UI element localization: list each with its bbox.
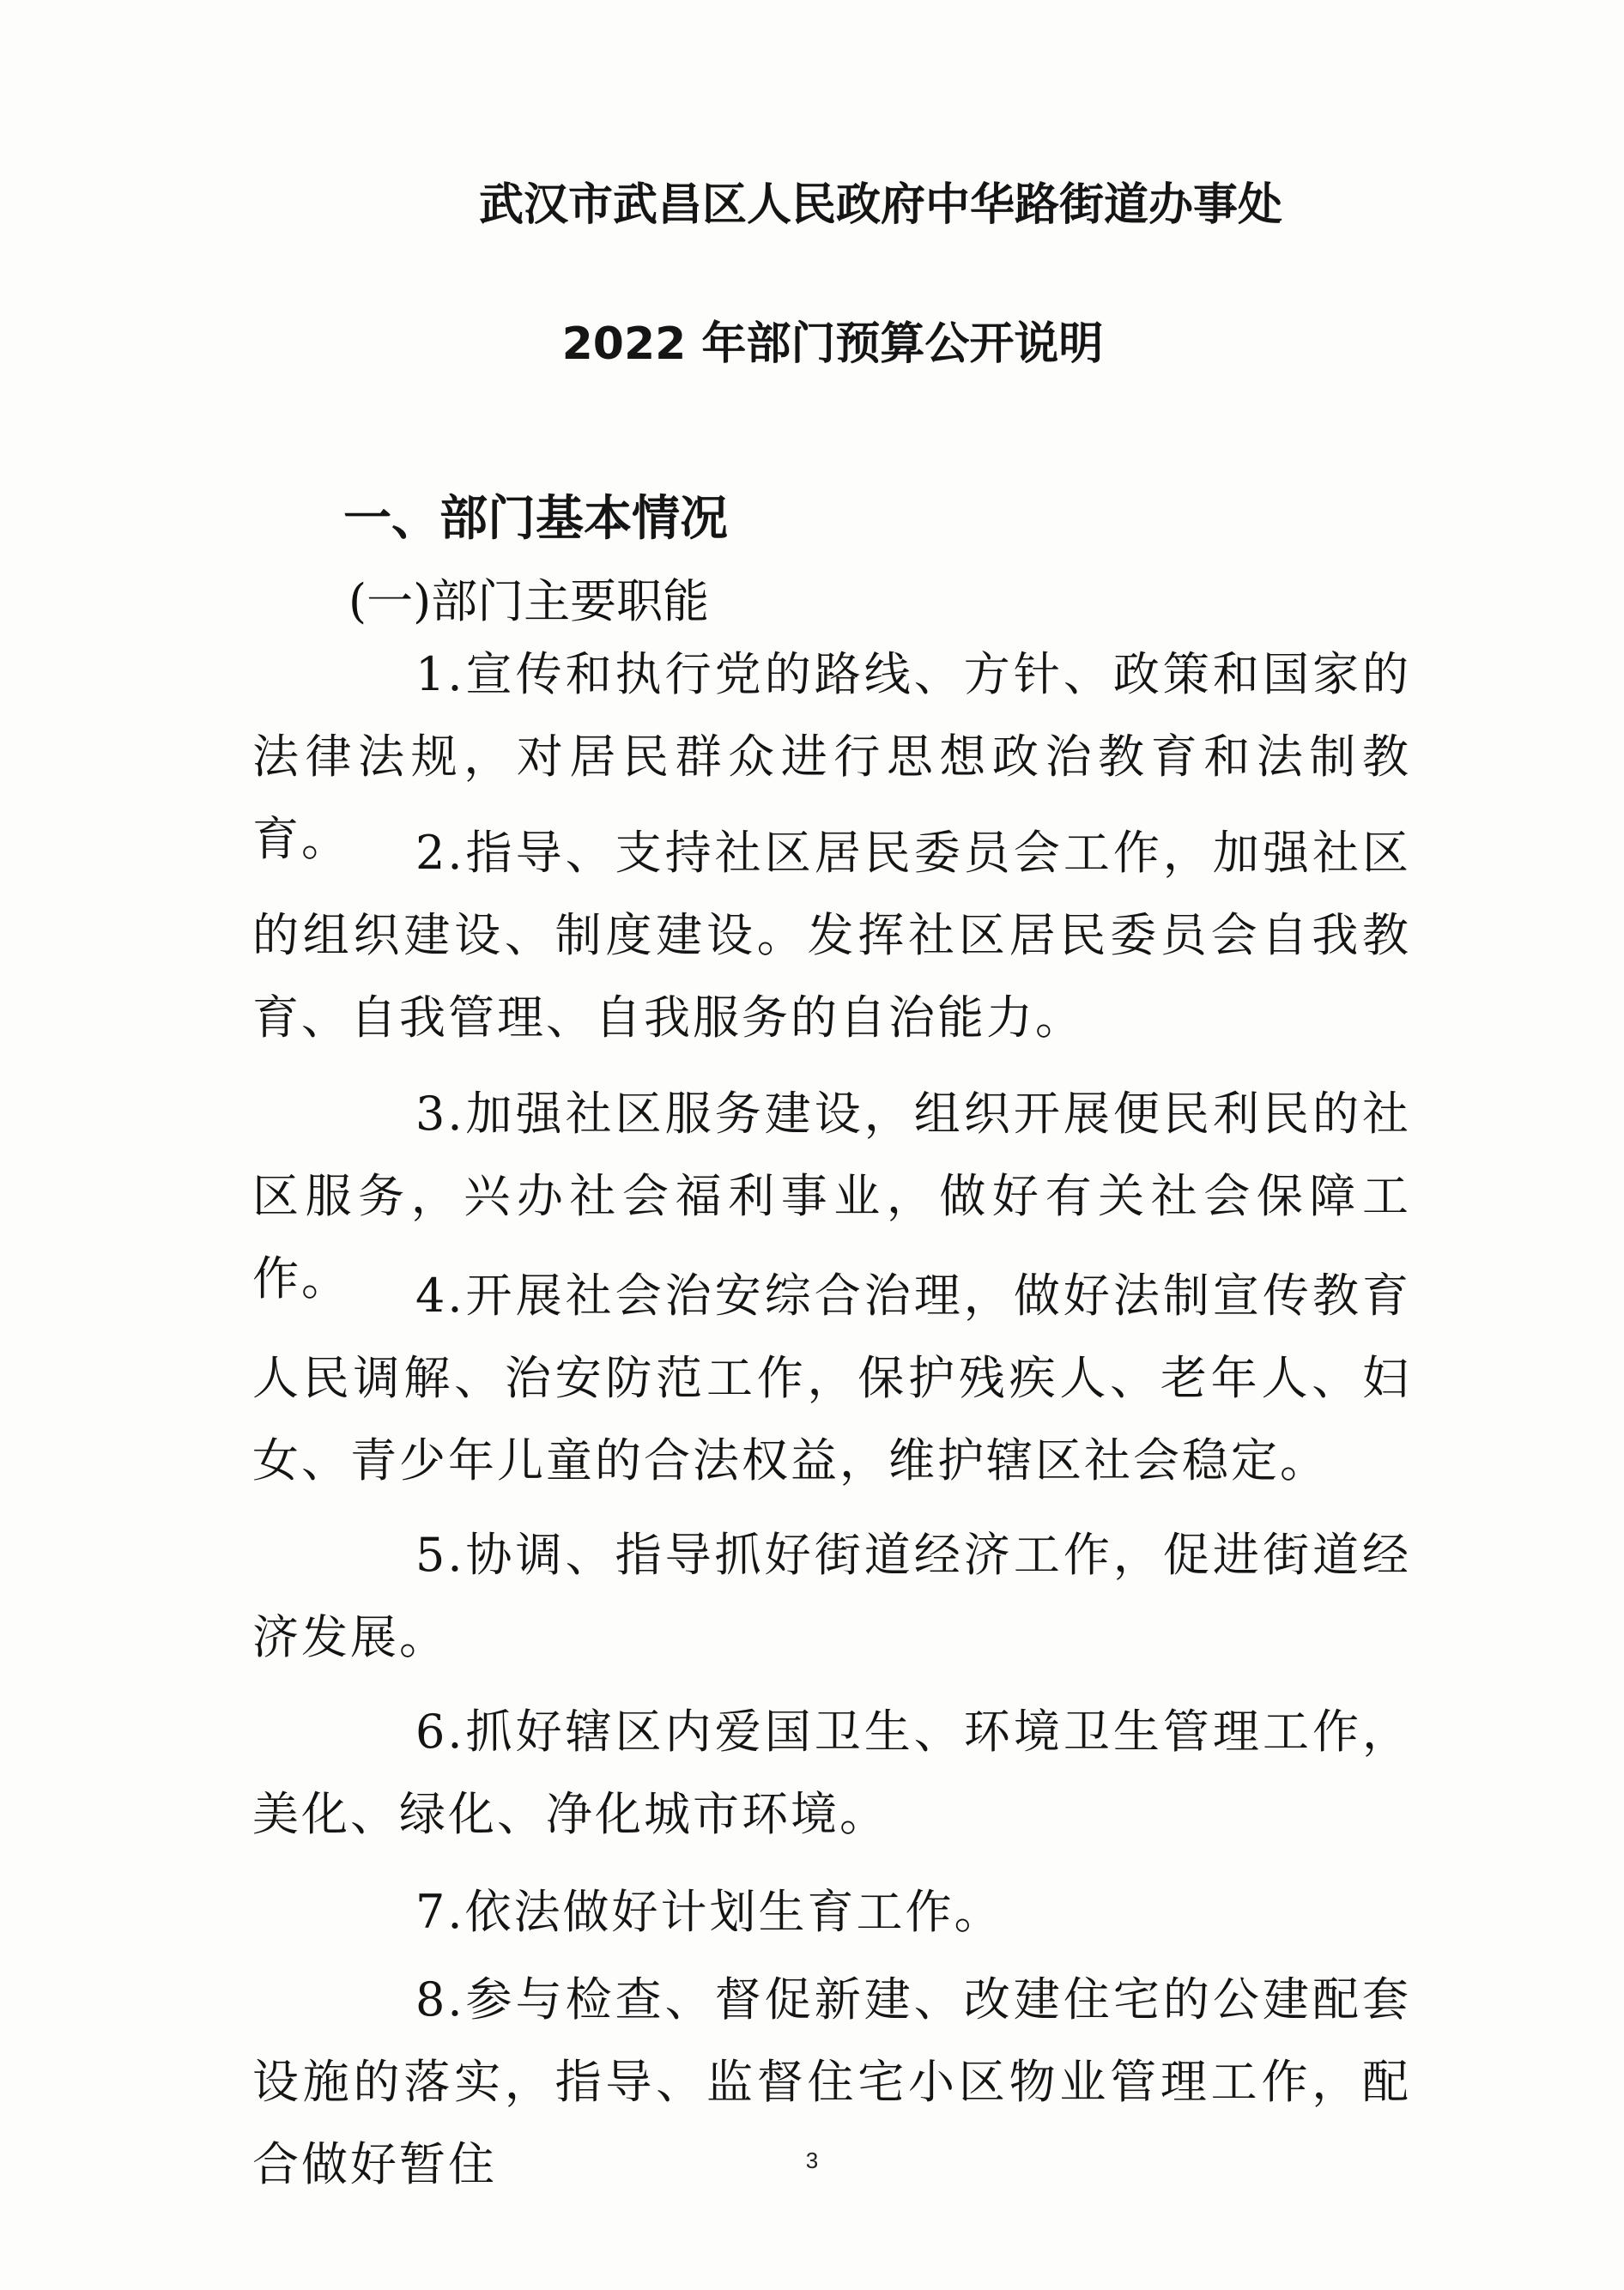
section-heading: 一、部门基本情况 (343, 491, 728, 547)
paragraph-1: 1.宣传和执行党的路线、方针、政策和国家的法律法规，对居民群众进行思想政治教育和法制教育。 (252, 647, 1411, 866)
paragraph-7: 7.依法做好计划生育工作。 (415, 1885, 1003, 1939)
paragraph-8: 8.参与检查、督促新建、改建住宅的公建配套设施的落实，指导、监督住宅小区物业管理工作，配合做好暂住 (252, 1972, 1411, 2191)
paragraph-2: 2.指导、支持社区居民委员会工作，加强社区的组织建设、制度建设。发挥社区居民委员会自我教育、自我管理、自我服务的自治能力。 (252, 826, 1411, 1045)
subsection-heading: (一)部门主要职能 (348, 574, 710, 628)
document-title-line1: 武汉市武昌区人民政府中华路街道办事处 (478, 179, 1282, 231)
page-number: 3 (805, 2148, 819, 2173)
paragraph-4: 4.开展社会治安综合治理，做好法制宣传教育人民调解、治安防范工作，保护残疾人、老年人、妇女、青少年儿童的合法权益，维护辖区社会稳定。 (252, 1269, 1411, 1487)
paragraph-5: 5.协调、指导抓好街道经济工作，促进街道经济发展。 (252, 1528, 1411, 1664)
paragraph-6: 6.抓好辖区内爱国卫生、环境卫生管理工作，美化、绿化、净化城市环境。 (252, 1705, 1411, 1841)
paragraph-3: 3.加强社区服务建设，组织开展便民利民的社区服务，兴办社会福利事业，做好有关社会保障工作。 (252, 1087, 1411, 1306)
document-title-line2: 2022 年部门预算公开说明 (561, 318, 1104, 370)
